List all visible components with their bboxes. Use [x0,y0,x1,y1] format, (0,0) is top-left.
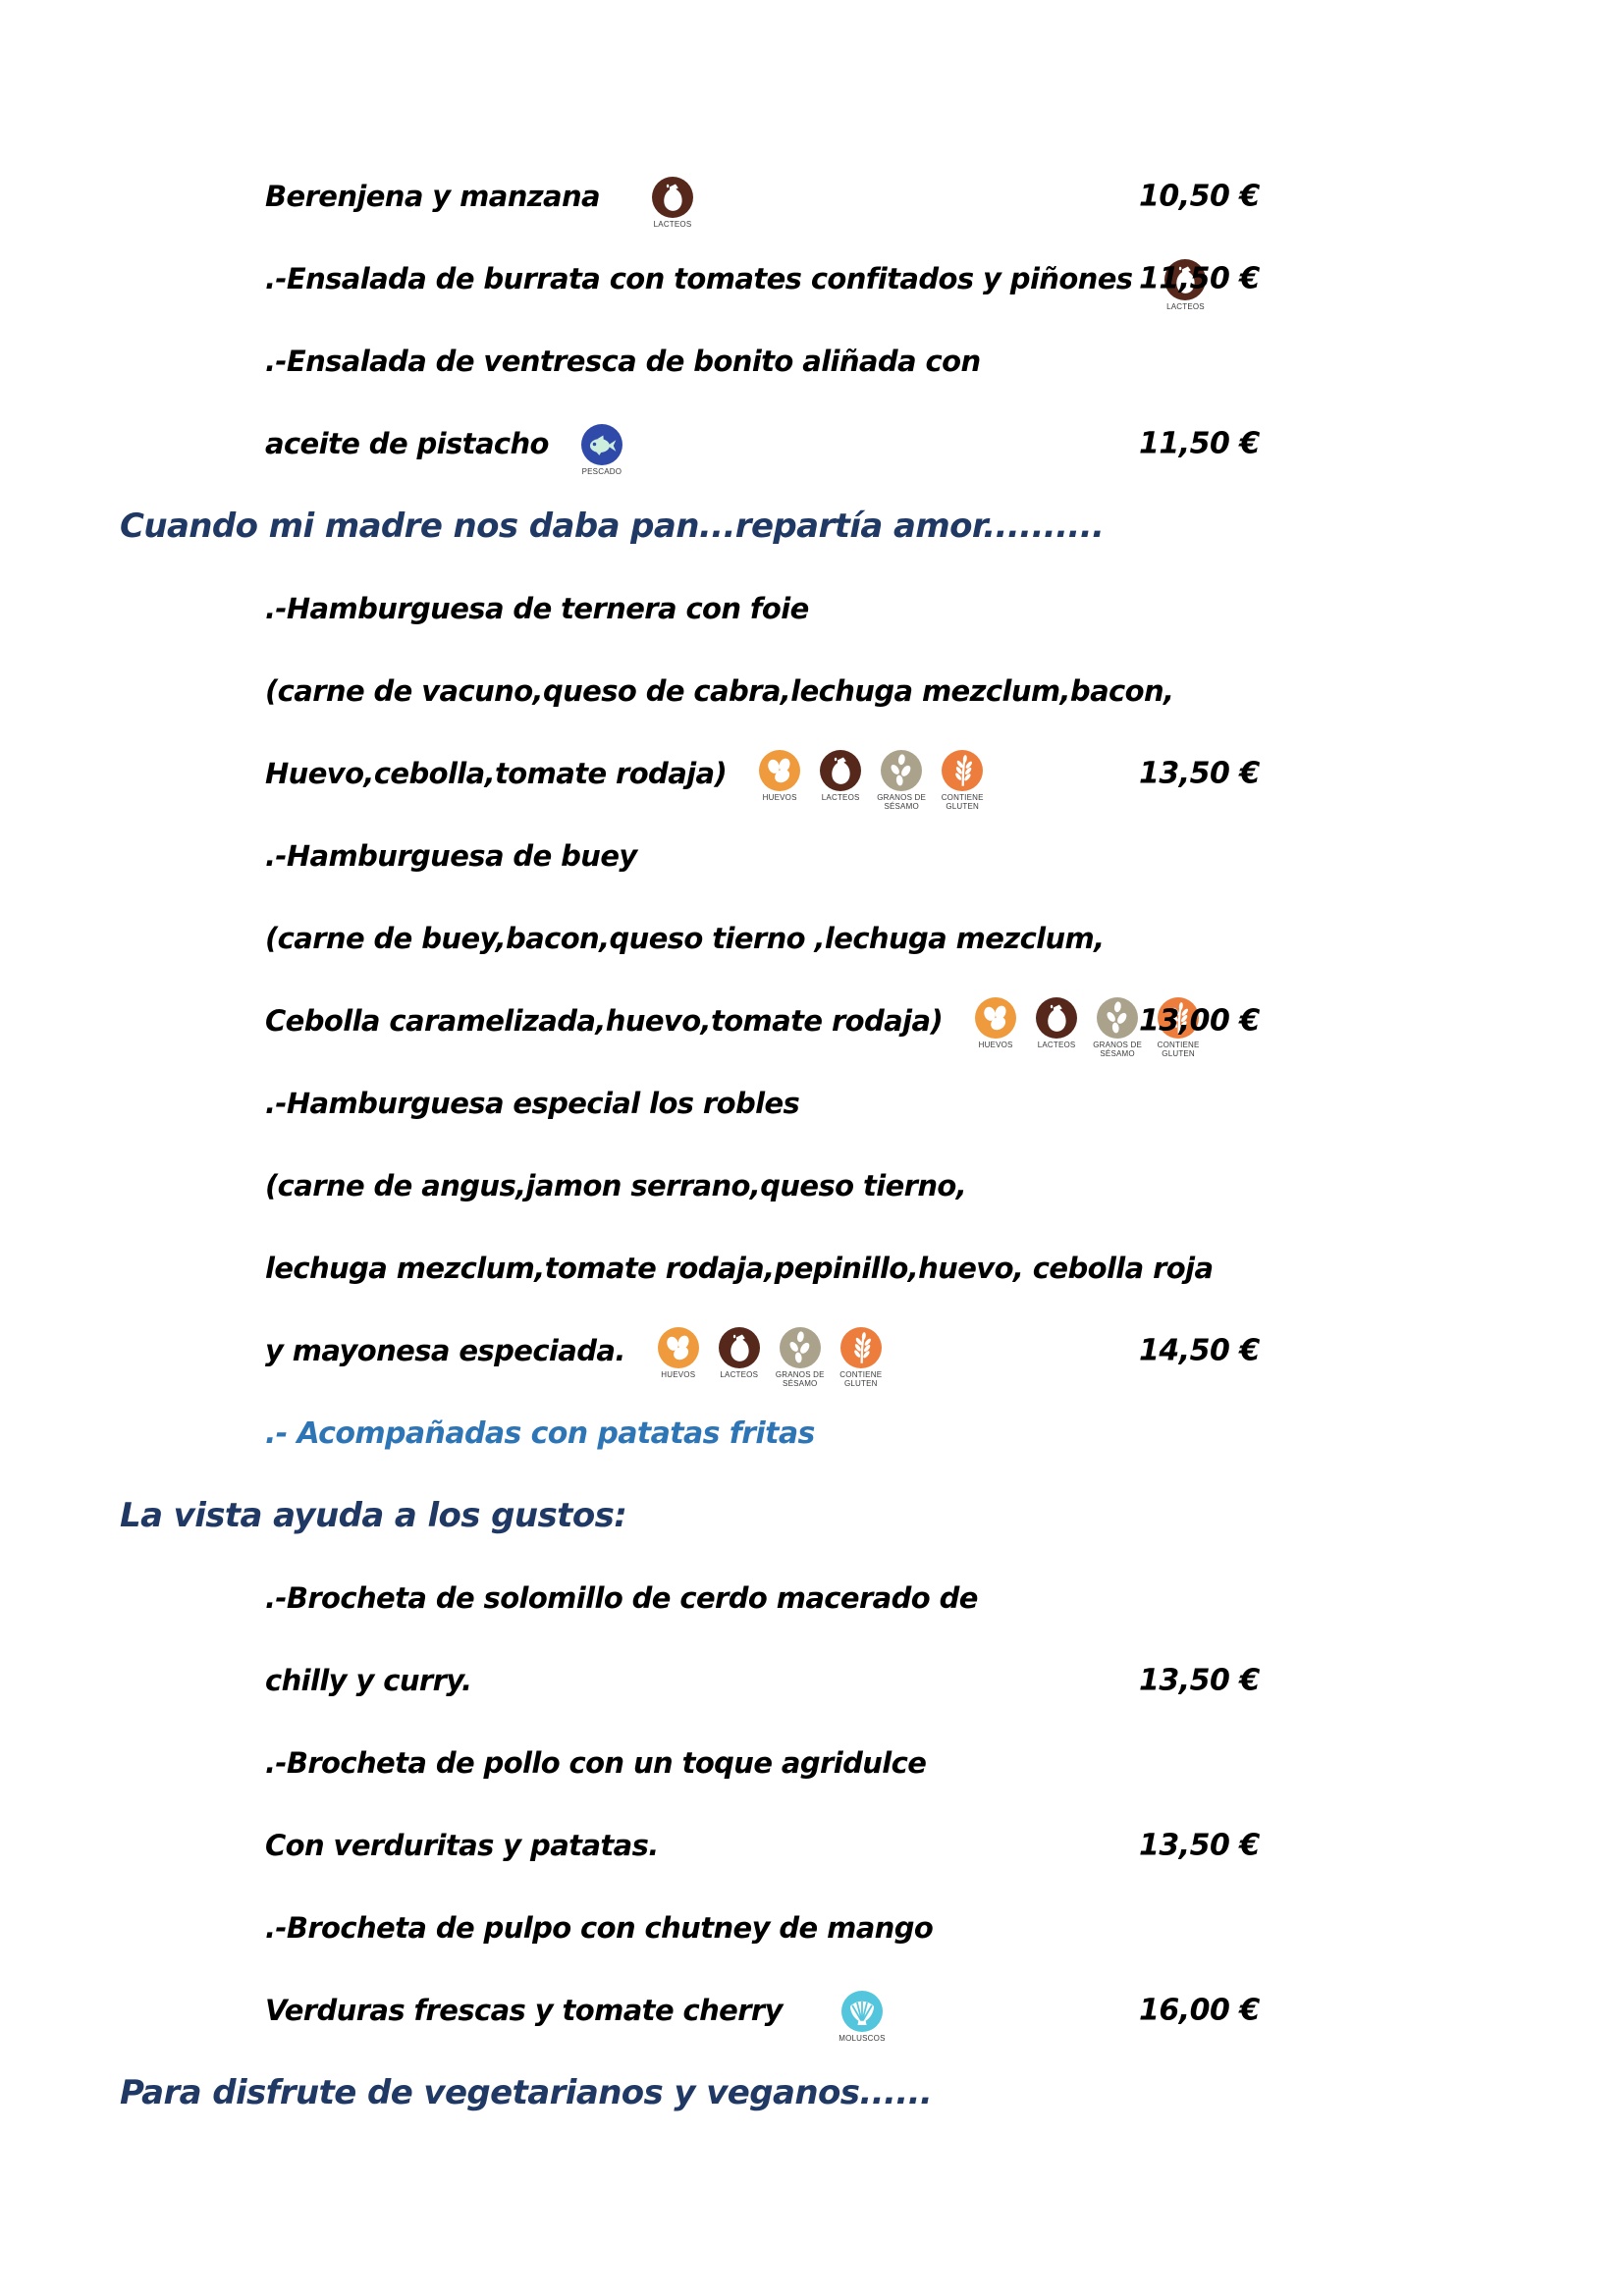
huevos-icon [653,1327,704,1388]
price: 10,50 € [1139,179,1260,214]
menu-line-text: .- Acompañadas con patatas fritas [265,1415,815,1451]
menu-line-text: (carne de buey,bacon,queso tierno ,lechuga mezclum, [265,922,1105,955]
lacteos-icon [815,750,866,811]
allergen-label: GRANOS DE SÉSAMO [775,1369,825,1388]
allergen-label: HUEVOS [762,792,797,802]
menu-line-text: (carne de vacuno,queso de cabra,lechuga mezclum,bacon, [265,674,1174,708]
menu-line-text: lechuga mezclum,tomate rodaja,pepinillo,huevo, cebolla roja [265,1252,1214,1285]
moluscos-icon [837,1991,888,2043]
sesamo-icon [876,750,927,811]
menu-line-text: .-Brocheta de solomillo de cerdo macerado de [265,1581,978,1615]
section-heading [0,2052,1623,2134]
menu-line-text: Berenjena y manzana [265,180,601,213]
allergen-label: LACTEOS [1166,302,1205,312]
menu-line-text: Con verduritas y patatas. [265,1829,659,1862]
menu-line-text: y mayonesa especiada. [265,1334,625,1367]
huevos-icon [970,997,1021,1058]
allergen-label: HUEVOS [661,1369,696,1379]
price: 13,50 € [1139,756,1260,791]
menu-note [0,1392,1623,1474]
menu-line [0,567,1623,650]
allergen-label: GRANOS DE SÉSAMO [1093,1040,1142,1058]
menu-line-text: La vista ayuda a los gustos: [120,1496,627,1535]
menu-line [0,1969,1623,2052]
allergen-label: CONTIENE GLUTEN [1157,1040,1200,1058]
allergen-icons [837,1991,888,2043]
menu-line-text: .-Brocheta de pulpo con chutney de mango [265,1911,934,1945]
menu-line [0,1227,1623,1309]
allergen-label: LACTEOS [720,1369,759,1379]
section-heading [0,1474,1623,1557]
price: 13,50 € [1139,1828,1260,1863]
gluten-icon [836,1327,887,1388]
price: 13,50 € [1139,1663,1260,1698]
price: 11,50 € [1139,261,1260,296]
menu-line-text: aceite de pistacho [265,427,549,460]
menu-line-text: .-Hamburguesa de buey [265,839,637,873]
allergen-label: GRANOS DE SÉSAMO [877,792,927,811]
allergen-label: LACTEOS [1037,1040,1076,1049]
menu-line-text: .-Hamburguesa especial los robles [265,1087,800,1120]
menu-line-text: .-Ensalada de ventresca de bonito aliñada con [265,345,981,378]
lacteos-icon [647,177,698,229]
menu-line [0,1639,1623,1722]
menu-line-text: (carne de angus,jamon serrano,queso tierno, [265,1169,967,1202]
allergen-label: CONTIENE GLUTEN [941,792,984,811]
allergen-icons [754,750,988,811]
menu-line [0,155,1623,238]
menu-line-text: .-Brocheta de pollo con un toque agridulce [265,1746,927,1780]
menu-line [0,815,1623,897]
menu-line-text: .-Hamburguesa de ternera con foie [265,592,809,625]
menu-rows [0,155,1623,2134]
price: 14,50 € [1139,1333,1260,1368]
gluten-icon [937,750,988,811]
menu-line [0,732,1623,815]
menu-line [0,897,1623,980]
sesamo-icon [1092,997,1143,1058]
lacteos-icon [1031,997,1082,1058]
menu-line [0,1557,1623,1639]
price: 11,50 € [1139,426,1260,461]
menu-line [0,1062,1623,1145]
menu-line [0,1722,1623,1804]
lacteos-icon [714,1327,765,1388]
allergen-label: PESCADO [581,467,622,477]
menu-line [0,238,1623,320]
price: 16,00 € [1139,1993,1260,2028]
sesamo-icon [775,1327,826,1388]
menu-line-text: chilly y curry. [265,1664,472,1697]
menu-line [0,1145,1623,1227]
menu-line-text: Cebolla caramelizada,huevo,tomate rodaja) [265,1004,944,1038]
menu-line [0,1309,1623,1392]
menu-line-text: .-Ensalada de burrata con tomates confitados y piñones [265,262,1133,295]
huevos-icon [754,750,805,811]
allergen-label: LACTEOS [821,792,860,802]
allergen-icons [576,424,627,476]
menu-line-text: Huevo,cebolla,tomate rodaja) [265,757,728,790]
menu-line [0,1887,1623,1969]
allergen-icons [647,177,698,229]
menu-line [0,402,1623,485]
menu-line-text: Para disfrute de vegetarianos y veganos...... [120,2073,933,2112]
allergen-label: CONTIENE GLUTEN [839,1369,883,1388]
allergen-label: HUEVOS [978,1040,1013,1049]
allergen-icons [653,1327,887,1388]
section-heading [0,485,1623,567]
price: 13,00 € [1139,1003,1260,1039]
menu-line [0,1804,1623,1887]
menu-line [0,320,1623,402]
allergen-label: LACTEOS [653,220,692,230]
menu-line-text: Cuando mi madre nos daba pan...repartía amor.......... [120,507,1105,546]
menu-line [0,980,1623,1062]
allergen-label: MOLUSCOS [839,2034,886,2044]
menu-line-text: Verduras frescas y tomate cherry [265,1994,783,2027]
pescado-icon [576,424,627,476]
menu-line [0,650,1623,732]
